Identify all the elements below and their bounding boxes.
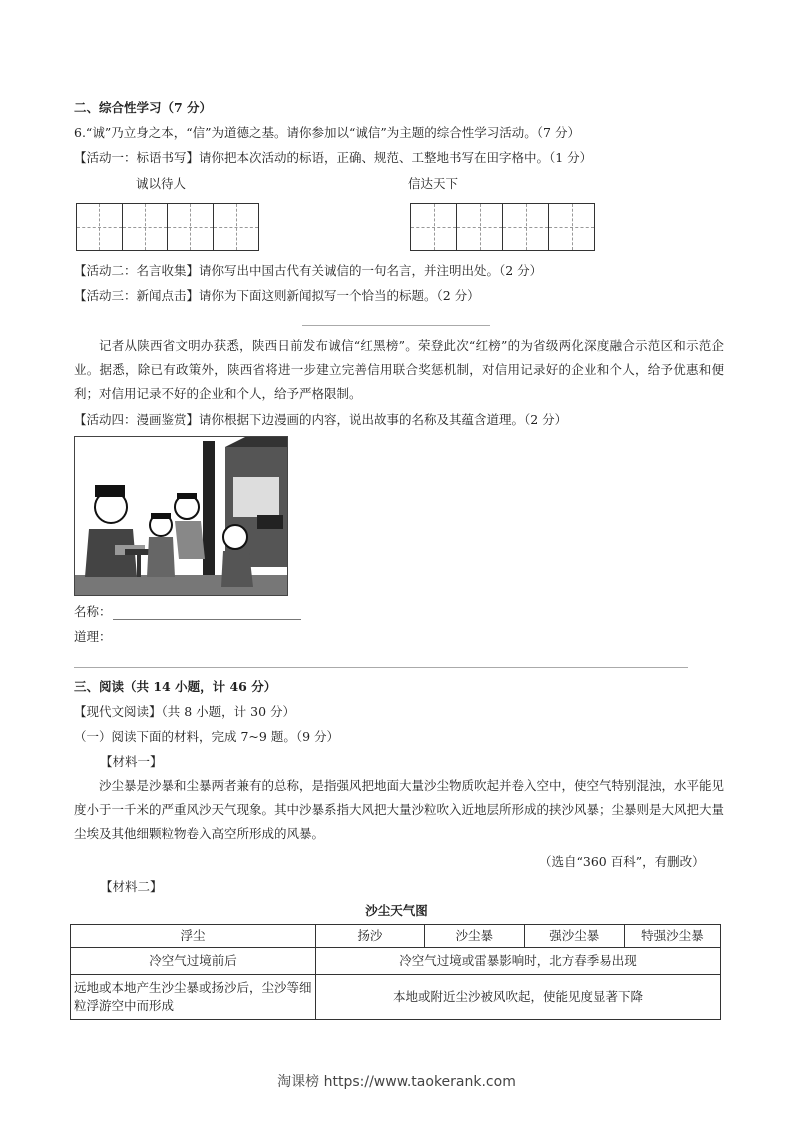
slogan-right: 信达天下: [408, 176, 459, 191]
header-cell: 特强沙尘暴: [624, 925, 720, 948]
section-divider: [74, 667, 688, 668]
material-1-source: （选自“360 百科”，有删改）: [539, 854, 705, 869]
activity-2: 【活动二：名言收集】请你写出中国古代有关诚信的一句名言，并注明出处。（2 分）: [74, 263, 543, 278]
grid-cell[interactable]: [503, 204, 549, 250]
table-cell: 冷空气过境或雷暴影响时，北方春季易出现: [316, 948, 721, 975]
section2-title: 二、综合性学习（7 分）: [74, 100, 213, 115]
table-header-row: [71, 925, 721, 948]
question-6: 6.“诚”乃立身之本，“信”为道德之基。请你参加以“诚信”为主题的综合性学习活动。（7 分）: [74, 125, 580, 140]
modern-reading-heading: 【现代文阅读】（共 8 小题，计 30 分）: [74, 704, 296, 719]
table-cell: 远地或本地产生沙尘暴或扬沙后，尘沙等细粒浮游空中而形成: [71, 975, 316, 1020]
name-label: 名称：: [74, 604, 112, 619]
grid-cell[interactable]: [168, 204, 214, 250]
slogan-left: 诚以待人: [136, 176, 187, 191]
comic-image: [74, 436, 288, 596]
header-cell: 扬沙: [316, 925, 425, 948]
grid-cell[interactable]: [214, 204, 259, 250]
grid-cell[interactable]: [77, 204, 123, 250]
reason-label: 道理：: [74, 629, 112, 644]
grid-cell[interactable]: [411, 204, 457, 250]
grid-cell[interactable]: [123, 204, 169, 250]
activity-4: 【活动四：漫画鉴赏】请你根据下边漫画的内容，说出故事的名称及其蕴含道理。（2 分）: [74, 412, 568, 427]
section3-title: 三、阅读（共 14 小题，计 46 分）: [74, 679, 277, 694]
material-1-label: 【材料一】: [100, 754, 163, 769]
writing-grid-right[interactable]: [410, 203, 595, 251]
part-1-heading: （一）阅读下面的材料，完成 7~9 题。（9 分）: [74, 729, 340, 744]
answer-line[interactable]: [302, 325, 490, 326]
grid-cell[interactable]: [549, 204, 594, 250]
activity-1: 【活动一：标语书写】请你把本次活动的标语，正确、规范、工整地书写在田字格中。（1 分）: [74, 150, 593, 165]
news-paragraph: 记者从陕西省文明办获悉，陕西日前发布诚信“红黑榜”。荣登此次“红榜”的为省级两化深度融合示范区和示范企业。据悉，除已有政策外，陕西省将进一步建立完善信用联合奖惩机制，对信用记录好的企业和个人，给予优惠和便利；对信用记录不好的企业和个人，给予严格限制。: [74, 338, 724, 401]
footer-watermark: 淘课榜 https://www.taokerank.com: [277, 1074, 516, 1090]
sand-weather-table: [70, 924, 721, 1020]
table-cell: 冷空气过境前后: [71, 948, 316, 975]
material-2-label: 【材料二】: [100, 879, 163, 894]
table-row: [71, 948, 721, 975]
grid-cell[interactable]: [457, 204, 503, 250]
writing-grid-left[interactable]: [76, 203, 259, 251]
material-1-text: 沙尘暴是沙暴和尘暴两者兼有的总称，是指强风把地面大量沙尘物质吹起并卷入空中，使空气特别混浊，水平能见度小于一千米的严重风沙天气现象。其中沙暴系指大风把大量沙粒吹入近地层所形成的挟沙风暴；尘暴则是大风把大量尘埃及其他细颗粒物卷入高空所形成的风暴。: [74, 778, 725, 841]
table-cell: 本地或附近尘沙被风吹起，使能见度显著下降: [316, 975, 721, 1020]
table-title: 沙尘天气图: [365, 903, 428, 918]
activity-3: 【活动三：新闻点击】请你为下面这则新闻拟写一个恰当的标题。（2 分）: [74, 288, 480, 303]
header-cell: 强沙尘暴: [524, 925, 624, 948]
header-cell: 沙尘暴: [424, 925, 524, 948]
name-answer-line[interactable]: [113, 619, 301, 620]
header-cell: 浮尘: [71, 925, 316, 948]
table-row: [71, 975, 721, 1020]
